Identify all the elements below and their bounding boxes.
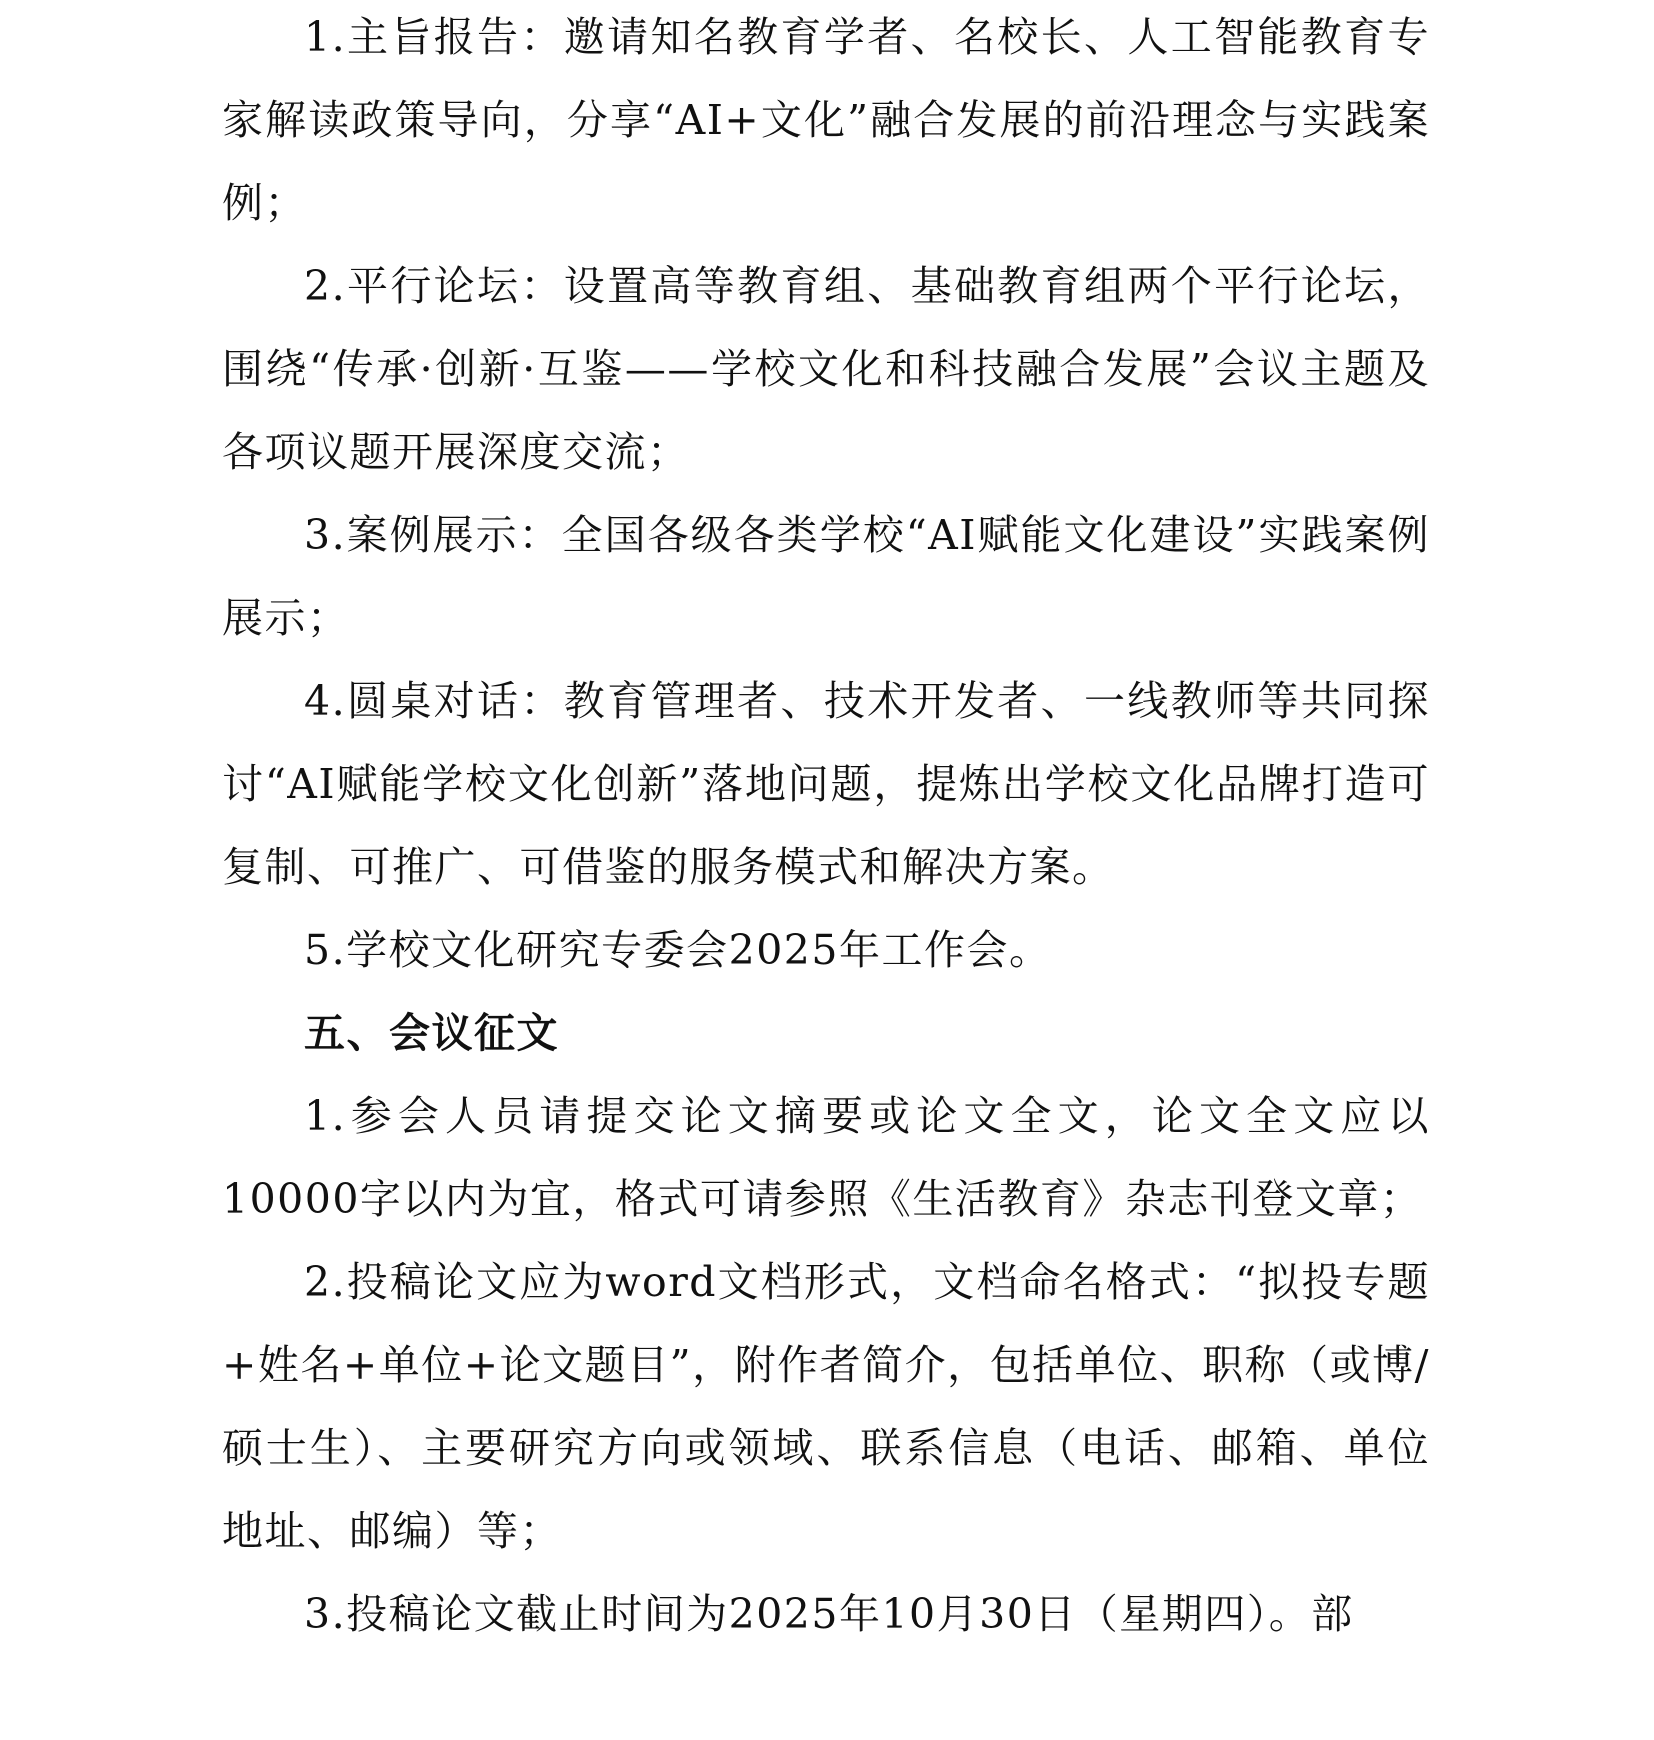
section-heading-call-for-papers: 五、会议征文 bbox=[304, 1009, 559, 1057]
agenda-item-roundtable: 4.圆桌对话：教育管理者、技术开发者、一线教师等共同探讨“AI赋能学校文化创新”落地问题，提炼出学校文化品牌打造可复制、可推广、可借鉴的服务模式和解决方案。 bbox=[222, 677, 1430, 891]
agenda-item-keynote: 1.主旨报告：邀请知名教育学者、名校长、人工智能教育专家解读政策导向，分享“AI+文化”融合发展的前沿理念与实践案例； bbox=[222, 13, 1430, 227]
document-page bbox=[222, 0, 1430, 1656]
call-item-deadline: 3.投稿论文截止时间为2025年10月30日（星期四）。部 bbox=[304, 1590, 1354, 1638]
agenda-item-work-meeting: 5.学校文化研究专委会2025年工作会。 bbox=[304, 926, 1052, 974]
agenda-item-parallel-forum: 2.平行论坛：设置高等教育组、基础教育组两个平行论坛，围绕“传承·创新·互鉴——学校文化和科技融合发展”会议主题及各项议题开展深度交流； bbox=[222, 262, 1430, 476]
agenda-item-case-showcase: 3.案例展示：全国各级各类学校“AI赋能文化建设”实践案例展示； bbox=[222, 511, 1430, 642]
call-item-format: 2.投稿论文应为word文档形式，文档命名格式：“拟投专题+姓名+单位+论文题目”，附作者简介，包括单位、职称（或博/硕士生）、主要研究方向或领域、联系信息（电话、邮箱、单位地址、邮编）等； bbox=[222, 1258, 1430, 1555]
call-item-submission: 1.参会人员请提交论文摘要或论文全文，论文全文应以10000字以内为宜，格式可请参照《生活教育》杂志刊登文章； bbox=[222, 1092, 1430, 1223]
